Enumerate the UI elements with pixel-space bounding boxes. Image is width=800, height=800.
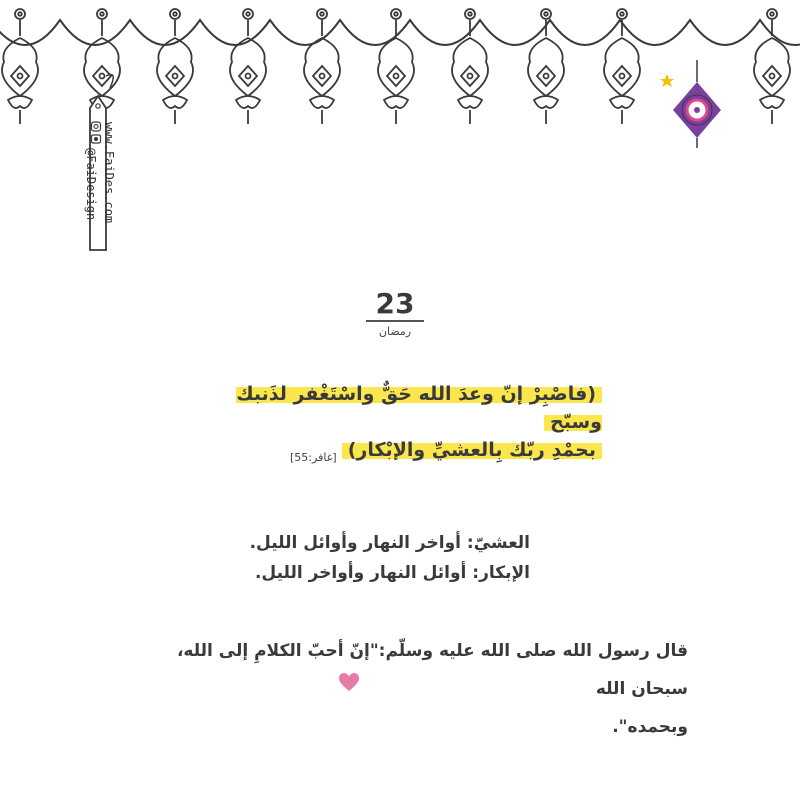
website-label[interactable]: www.FaiDes.com (102, 122, 116, 224)
day-badge (360, 288, 430, 338)
verse-reference: [غافر:55] (290, 451, 337, 464)
hadith-line-2: وبحمده". (612, 717, 688, 737)
social-handle[interactable]: @FaiDesign (84, 148, 98, 221)
day-divider (366, 320, 424, 322)
lantern-icon (452, 9, 488, 124)
quran-verse (200, 380, 610, 464)
verse-line-2: بحمْدِ ربّك بِالعشيِّ والإبْكار) (200, 436, 610, 464)
lantern-icon (528, 9, 564, 124)
heart-icon (338, 672, 360, 692)
explanation-ashi: العشيّ: أواخر النهار وأوائل الليل. (249, 533, 530, 553)
lantern-icon (604, 9, 640, 124)
verse-line-1: (فاصْبِرْ إنّ وعدَ الله حَقٌّ واسْتَغْفر لذَنبك وسبّح (236, 383, 602, 433)
month-label: رمضان (378, 325, 412, 338)
explanation-ibkar: الإبكار: أوائل النهار وأواخر الليل. (254, 563, 530, 583)
lantern-icon (157, 9, 193, 124)
day-number: 23 (375, 287, 415, 320)
hadith-line-1: قال رسول الله صلى الله عليه وسلّم:"إنّ أحبّ الكلامِ إلى الله، سبحان الله (176, 641, 688, 699)
lantern-icon (673, 60, 721, 148)
lantern-icon (230, 9, 266, 124)
hadith-text (120, 632, 688, 746)
word-explanations (230, 528, 530, 588)
star-icon (660, 74, 674, 87)
brand-hang-tag (68, 68, 128, 258)
lantern-icon (754, 9, 790, 124)
lantern-icon (378, 9, 414, 124)
lantern-icon (2, 9, 38, 124)
